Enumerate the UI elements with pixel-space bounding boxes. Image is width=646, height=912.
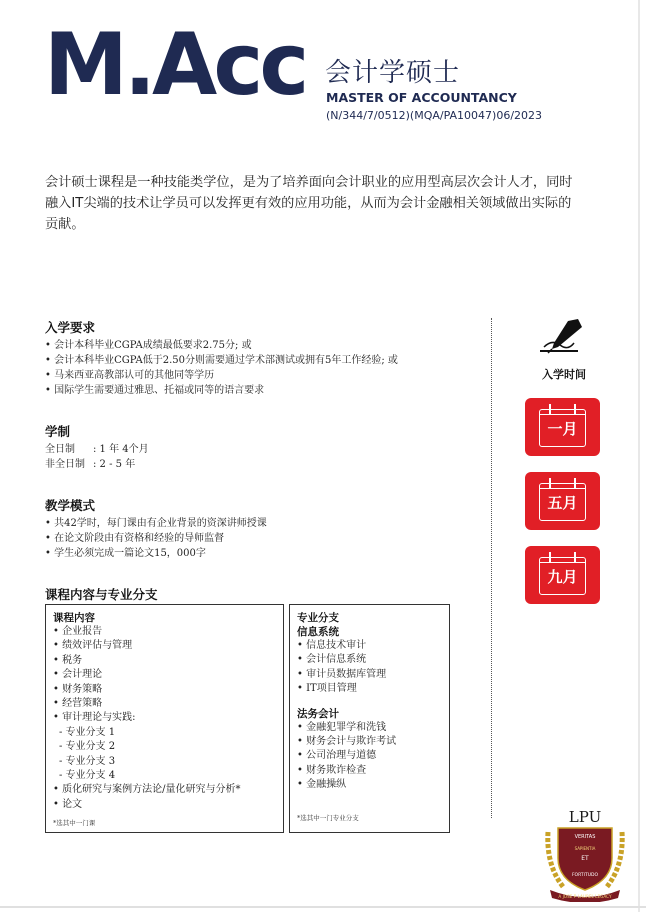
duration-section	[45, 422, 475, 472]
intake-september-calendar-icon	[525, 546, 600, 604]
crest-motto-left: VERITAS	[574, 834, 596, 840]
intake-month: 一月	[547, 420, 578, 438]
list-item: • 会计本科毕业CGPA成绩最低要求2.75分; 或	[45, 338, 475, 353]
duration-value: : 2 - 5 年	[93, 459, 136, 470]
program-title-cn: 会计学硕士	[325, 58, 461, 88]
list-item: • 财务策略	[53, 683, 283, 697]
list-item: • 论文	[53, 798, 283, 812]
intake-month: 五月	[547, 494, 578, 512]
courses-list	[53, 625, 283, 726]
program-title-en: MASTER OF ACCOUNTANCY	[326, 90, 517, 105]
accreditation-code: (N/344/7/0512)(MQA/PA10047)06/2023	[326, 109, 543, 122]
duration-value: : 1 年 4个月	[93, 444, 149, 455]
forensic-list	[297, 721, 449, 793]
list-item: • 信息技术审计	[297, 639, 449, 653]
intro-line: 融入IT尖端的技术让学员可以发挥更有效的应用功能，从而为会计金融相关领域做出实际的	[45, 196, 572, 211]
specialization-note: *选其中一门专业分支	[297, 813, 359, 822]
list-item: • 金融操纵	[297, 778, 449, 792]
intake-title: 入学时间	[542, 368, 586, 381]
branch-item: - 专业分支 2	[59, 741, 116, 753]
branch-item: - 专业分支 4	[59, 770, 116, 782]
duration-label: 非全日制	[45, 459, 85, 470]
crest-ribbon: A JOSE P LAUREL LEGACY	[558, 894, 612, 899]
courses-title: 课程内容	[53, 612, 95, 624]
university-crest-logo	[540, 806, 630, 902]
list-item: • 企业报告	[53, 625, 283, 639]
specialization-box	[289, 604, 450, 833]
group-title-info-systems: 信息系统	[297, 626, 339, 638]
list-item: • 公司治理与道德	[297, 749, 449, 763]
list-item: • 在论文阶段由有资格和经验的导师监督	[45, 531, 475, 546]
crest-lower: FORTITUDO	[571, 873, 599, 878]
duration-row-parttime	[45, 457, 475, 472]
list-item: • 审计员数据库管理	[297, 668, 449, 682]
curriculum-heading-wrap	[45, 585, 475, 605]
pen-signing-icon	[538, 317, 584, 357]
admission-section	[45, 318, 475, 398]
list-item: • 金融犯罪学和洗钱	[297, 721, 449, 735]
crest-center: ET	[581, 855, 589, 862]
group-title-forensic: 法务会计	[297, 707, 339, 720]
intake-january-calendar-icon	[525, 398, 600, 456]
specialization-title: 专业分支	[297, 612, 339, 624]
intro-line: 贡献。	[45, 217, 85, 232]
list-item: • 共42学时，每门课由有企业背景的资深讲师授课	[45, 516, 475, 531]
list-item: • 国际学生需要通过雅思、托福或同等的语言要求	[45, 383, 475, 398]
page-edge-bottom	[0, 906, 646, 908]
list-item: • 财务会计与欺诈考试	[297, 735, 449, 749]
list-item: • 财务欺诈检查	[297, 764, 449, 778]
list-item: • 绩效评估与管理	[53, 639, 283, 653]
program-logo: M.Acc	[44, 15, 306, 115]
list-item: • 马来西亚高教部认可的其他同等学历	[45, 368, 475, 383]
list-item: • 会计理论	[53, 668, 283, 682]
teaching-section	[45, 496, 475, 561]
intro-paragraph	[45, 172, 601, 235]
teaching-list	[45, 516, 475, 561]
column-divider	[491, 318, 492, 818]
crest-name: LPU	[568, 808, 602, 826]
list-item: • 税务	[53, 654, 283, 668]
list-item: • 经营策略	[53, 697, 283, 711]
duration-title: 学制	[45, 424, 71, 439]
intro-line: 会计硕士课程是一种技能类学位，是为了培养面向会计职业的应用型高层次会计人才，同时	[45, 175, 573, 190]
branch-item: - 专业分支 3	[59, 755, 116, 767]
crest-motto-right: SAPIENTIA	[574, 846, 596, 851]
courses-list-after	[53, 783, 283, 812]
duration-label: 全日制	[45, 444, 75, 455]
intake-month: 九月	[547, 568, 578, 586]
duration-row-fulltime	[45, 442, 475, 457]
list-item: • 质化研究与案例方法论/量化研究与分析*	[53, 783, 283, 797]
courses-box	[45, 604, 284, 833]
info-systems-list	[297, 639, 449, 697]
admission-title: 入学要求	[45, 320, 96, 335]
courses-note: *选其中一门课	[53, 819, 96, 828]
admission-list	[45, 338, 475, 398]
page-edge-right	[638, 0, 640, 912]
list-item: • IT项目管理	[297, 682, 449, 696]
intake-may-calendar-icon	[525, 472, 600, 530]
teaching-title: 教学模式	[45, 498, 96, 513]
list-item: • 审计理论与实践:	[53, 711, 283, 725]
list-item: • 会计本科毕业CGPA低于2.50分则需要通过学术部测试或拥有5年工作经验; 或	[45, 353, 475, 368]
list-item: • 学生必须完成一篇论文15，000字	[45, 546, 475, 561]
curriculum-title: 课程内容与专业分支	[45, 587, 158, 602]
branch-item: - 专业分支 1	[59, 726, 116, 738]
list-item: • 会计信息系统	[297, 653, 449, 667]
